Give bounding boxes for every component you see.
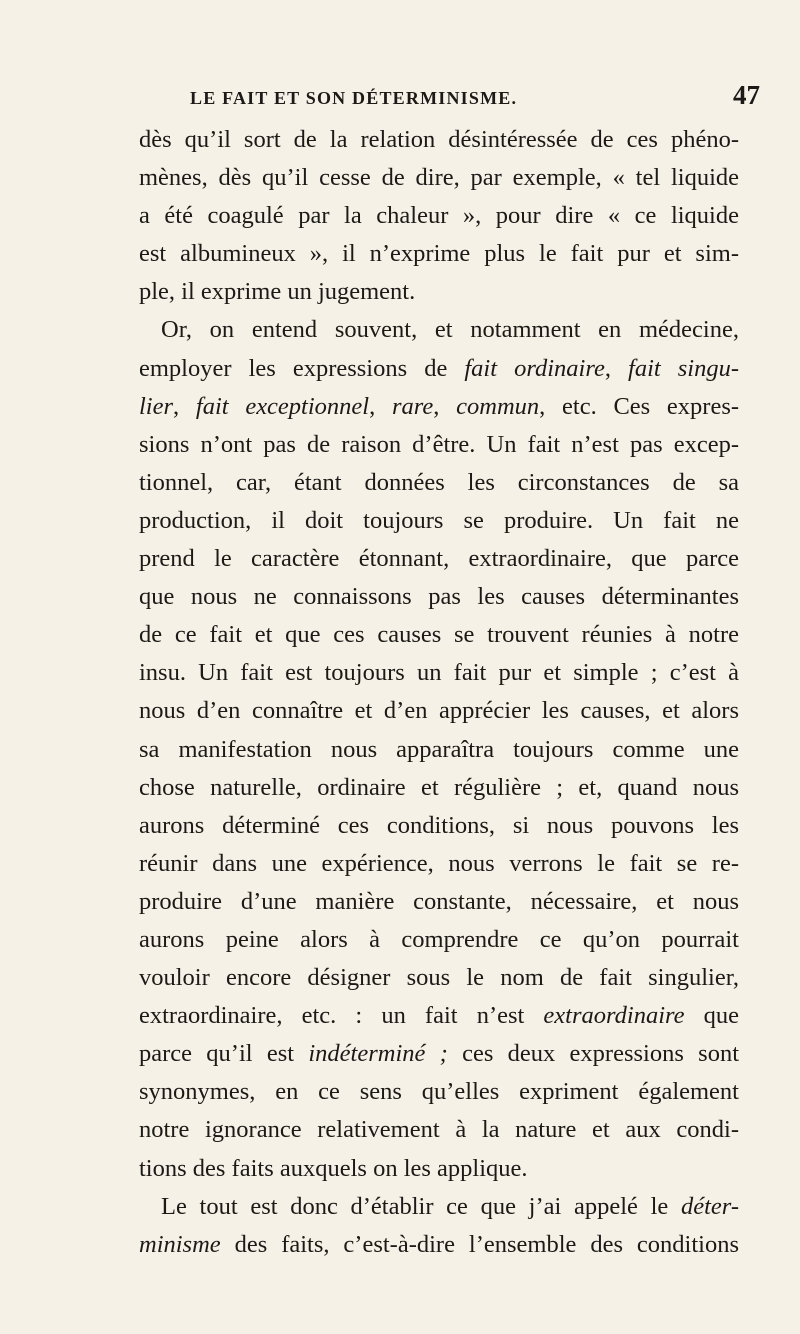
text-run: mènes, dès qu’il cesse de dire, par exemple, « tel liquide: [139, 164, 739, 192]
text-run: vouloir encore désigner sous le nom de fait singulier,: [139, 964, 739, 992]
text-line: [139, 235, 739, 273]
text-line: [139, 997, 739, 1035]
italic-phrase: rare: [391, 392, 434, 420]
text-line: [139, 540, 739, 578]
text-line: [139, 769, 739, 807]
text-line: [139, 921, 739, 959]
text-run: réunir dans une expérience, nous verrons le fait se re-: [139, 849, 739, 877]
text-line: [139, 692, 739, 730]
text-run: extraordinaire, etc. : un fait n’est: [139, 1002, 544, 1030]
text-line: [139, 616, 739, 654]
text-run: ces deux expressions sont: [447, 1040, 739, 1068]
text-run: ple, il exprime un jugement.: [139, 278, 416, 306]
text-run: production, il doit toujours se produire. Un fait ne: [139, 506, 739, 534]
text-line: [139, 731, 739, 769]
text-run: des faits, c’est-à-dire l’ensemble des conditions: [220, 1230, 739, 1258]
running-head: [100, 80, 760, 116]
text-line: [139, 426, 739, 464]
text-line: [139, 502, 739, 540]
italic-phrase: fait ordinaire: [464, 354, 605, 382]
text-run: chose naturelle, ordinaire et régulière ; et, quand nous: [139, 773, 739, 801]
text-run: insu. Un fait est toujours un fait pur et simple ; c’est à: [139, 659, 739, 687]
text-run: est albumineux », il n’exprime plus le fait pur et sim-: [139, 240, 739, 268]
text-run: aurons peine alors à comprendre ce qu’on pourrait: [139, 925, 739, 953]
text-run: employer les expressions de: [139, 354, 465, 382]
body-text: [139, 121, 739, 1264]
text-line: [139, 464, 739, 502]
text-line: [139, 578, 739, 616]
italic-phrase: déter-: [680, 1192, 739, 1220]
italic-phrase: minisme: [139, 1230, 221, 1258]
text-line: [139, 121, 739, 159]
text-run: Le tout est donc d’établir ce que j’ai appelé le: [161, 1192, 681, 1220]
text-run: de ce fait et que ces causes se trouvent réunies à notre: [139, 621, 739, 649]
text-line: [139, 311, 739, 349]
italic-phrase: extraordinaire: [543, 1002, 685, 1030]
text-run: que nous ne connaissons pas les causes déterminantes: [139, 583, 739, 611]
text-run: que: [684, 1002, 739, 1030]
italic-phrase: lier: [139, 392, 174, 420]
text-run: Or, on entend souvent, et notamment en médecine,: [161, 316, 739, 344]
text-run: notre ignorance relativement à la nature et aux condi-: [139, 1116, 739, 1144]
text-run: a été coagulé par la chaleur », pour dire « ce liquide: [139, 202, 739, 230]
text-run: parce qu’il est: [139, 1040, 309, 1068]
italic-phrase: fait singu-: [628, 354, 740, 382]
text-run: synonymes, en ce sens qu’elles expriment également: [139, 1078, 739, 1106]
text-line: [139, 1111, 739, 1149]
text-run: produire d’une manière constante, nécessaire, et nous: [139, 887, 739, 915]
text-line: [139, 1073, 739, 1111]
text-run: prend le caractère étonnant, extraordinaire, que parce: [139, 545, 739, 573]
text-line: [139, 273, 739, 311]
text-line: [139, 159, 739, 197]
text-line: [139, 1150, 739, 1188]
text-run: , etc. Ces expres-: [539, 392, 740, 420]
page-number: 47: [733, 80, 760, 110]
text-run: aurons déterminé ces conditions, si nous pouvons les: [139, 811, 739, 839]
text-line: [139, 1035, 739, 1073]
italic-phrase: fait exceptionnel: [195, 392, 370, 420]
text-run: dès qu’il sort de la relation désintéressée de ces phéno-: [139, 126, 739, 153]
text-run: sa manifestation nous apparaîtra toujours comme une: [139, 735, 739, 763]
text-run: nous d’en connaître et d’en apprécier les causes, et alors: [139, 697, 739, 725]
text-line: [139, 654, 739, 692]
text-run: tions des faits auxquels on les applique.: [139, 1154, 528, 1182]
text-line: [139, 1226, 739, 1264]
text-line: [139, 1188, 739, 1226]
italic-phrase: commun: [456, 392, 540, 420]
text-line: [139, 883, 739, 921]
text-line: [139, 350, 739, 388]
text-run: ,: [604, 354, 629, 382]
text-run: ,: [369, 392, 392, 420]
running-title: LE FAIT ET SON DÉTERMINISME.: [190, 88, 518, 108]
text-run: ,: [173, 392, 196, 420]
text-line: [139, 197, 739, 235]
italic-phrase: indéterminé ;: [308, 1040, 448, 1068]
text-run: ,: [433, 392, 457, 420]
text-line: [139, 959, 739, 997]
text-line: [139, 845, 739, 883]
text-run: tionnel, car, étant données les circonstances de sa: [139, 468, 739, 496]
text-line: [139, 807, 739, 845]
text-line: [139, 388, 739, 426]
text-run: sions n’ont pas de raison d’être. Un fait n’est pas excep-: [139, 430, 739, 458]
